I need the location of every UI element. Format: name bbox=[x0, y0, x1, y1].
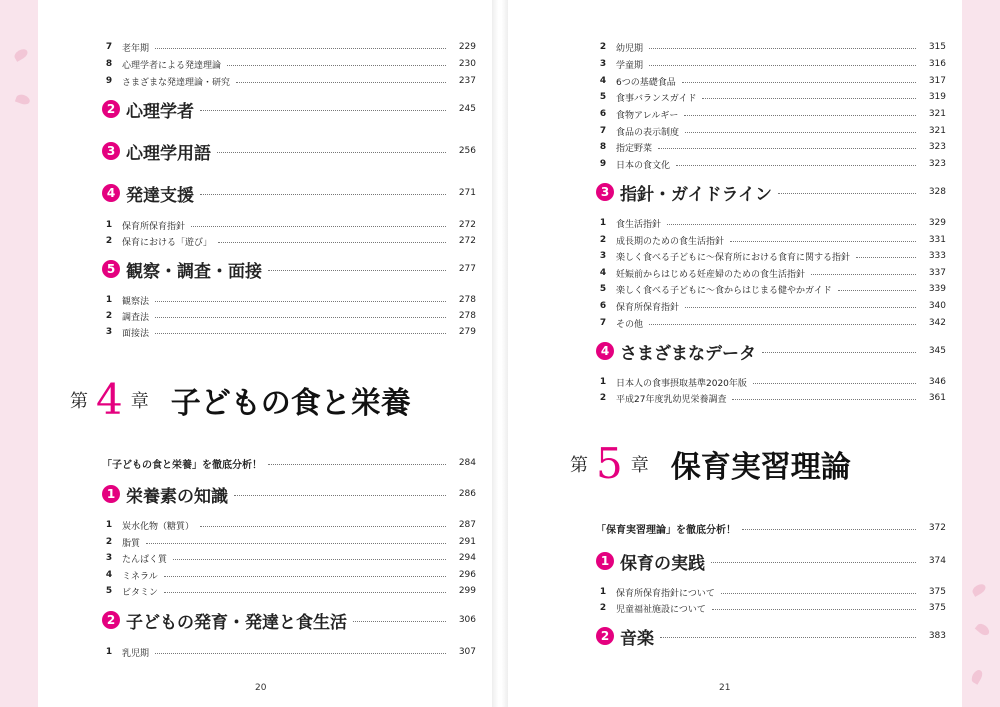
toc-sub-entry bbox=[596, 138, 946, 156]
section-number-badge: 1 bbox=[102, 485, 120, 503]
toc-section-entry bbox=[102, 180, 476, 206]
toc-sub-entry bbox=[596, 105, 946, 123]
entry-page: 291 bbox=[458, 537, 476, 547]
left-page bbox=[38, 0, 492, 707]
section-number-badge: 2 bbox=[102, 100, 120, 118]
entry-title: 成長期のための食生活指針 bbox=[616, 236, 725, 247]
toc-sub-entry bbox=[596, 155, 946, 173]
chapter-title: 保育実習理論 bbox=[670, 450, 851, 485]
entry-page: 278 bbox=[458, 295, 476, 305]
dot-leader bbox=[742, 529, 916, 530]
toc-sub-entry bbox=[596, 599, 946, 617]
entry-title: 6つの基礎食品 bbox=[616, 77, 676, 88]
petal-decoration bbox=[13, 47, 30, 62]
entry-title: 老年期 bbox=[122, 43, 150, 54]
dot-leader bbox=[721, 593, 916, 594]
toc-section-entry bbox=[596, 548, 946, 574]
dot-leader bbox=[753, 383, 916, 384]
entry-title: 乳児期 bbox=[122, 648, 150, 659]
dot-leader bbox=[268, 270, 446, 271]
entry-number: 1 bbox=[105, 295, 113, 305]
section-number-badge: 3 bbox=[596, 183, 614, 201]
toc-sub-entry bbox=[596, 88, 946, 106]
entry-number: 2 bbox=[105, 537, 113, 547]
entry-number: 2 bbox=[599, 235, 607, 245]
entry-title: さまざまな発達理論・研究 bbox=[122, 77, 231, 88]
section-title: 栄養素の知識 bbox=[126, 486, 228, 507]
entry-number: 1 bbox=[105, 647, 113, 657]
dot-leader bbox=[667, 224, 916, 225]
dot-leader bbox=[649, 48, 916, 49]
entry-page: 375 bbox=[928, 587, 946, 597]
entry-page: 342 bbox=[928, 318, 946, 328]
section-title: 指針・ガイドライン bbox=[620, 184, 772, 205]
section-page: 374 bbox=[928, 556, 946, 566]
entry-page: 272 bbox=[458, 236, 476, 246]
dot-leader bbox=[200, 110, 446, 111]
dot-leader bbox=[155, 301, 446, 302]
entry-number: 1 bbox=[599, 587, 607, 597]
entry-number: 2 bbox=[105, 311, 113, 321]
entry-number: 1 bbox=[105, 520, 113, 530]
entry-page: 307 bbox=[458, 647, 476, 657]
dot-leader bbox=[685, 132, 916, 133]
entry-title: 観察法 bbox=[122, 296, 150, 307]
dot-leader bbox=[200, 526, 446, 527]
right-toc-list bbox=[570, 0, 946, 707]
section-title: 心理学用語 bbox=[126, 143, 211, 164]
entry-number: 7 bbox=[599, 126, 607, 136]
dot-leader bbox=[200, 194, 446, 195]
entry-page: 294 bbox=[458, 553, 476, 563]
entry-page: 287 bbox=[458, 520, 476, 530]
entry-page: 323 bbox=[928, 159, 946, 169]
chapter-heading bbox=[70, 375, 411, 424]
dot-leader bbox=[155, 48, 446, 49]
entry-number: 1 bbox=[599, 377, 607, 387]
entry-title: 保育所保育指針 bbox=[122, 221, 186, 232]
entry-number: 4 bbox=[599, 268, 607, 278]
dot-leader bbox=[711, 562, 916, 563]
entry-title: 保育所保育指針 bbox=[616, 302, 680, 313]
section-page: 245 bbox=[458, 104, 476, 114]
entry-number: 2 bbox=[599, 42, 607, 52]
petal-decoration bbox=[970, 668, 985, 685]
entry-number: 1 bbox=[105, 220, 113, 230]
dot-leader bbox=[838, 290, 916, 291]
entry-title: 炭水化物（糖質） bbox=[122, 521, 195, 532]
toc-sub-entry bbox=[102, 232, 476, 250]
entry-title: 平成27年度乳幼児栄養調査 bbox=[616, 394, 727, 405]
entry-page: 321 bbox=[928, 126, 946, 136]
entry-number: 6 bbox=[599, 109, 607, 119]
dot-leader bbox=[227, 65, 446, 66]
section-page: 328 bbox=[928, 187, 946, 197]
section-page: 383 bbox=[928, 631, 946, 641]
dot-leader bbox=[234, 495, 446, 496]
chapter-prefix: 第 bbox=[70, 391, 88, 412]
entry-page: 329 bbox=[928, 218, 946, 228]
entry-page: 337 bbox=[928, 268, 946, 278]
section-number-badge: 1 bbox=[596, 552, 614, 570]
entry-number: 3 bbox=[599, 251, 607, 261]
dot-leader bbox=[684, 115, 916, 116]
entry-page: 316 bbox=[928, 59, 946, 69]
chapter-number: 5 bbox=[596, 439, 623, 488]
entry-title: 日本人の食事摂取基準2020年版 bbox=[616, 378, 747, 389]
section-title: 観察・調査・面接 bbox=[126, 261, 262, 282]
intro-page: 284 bbox=[458, 458, 476, 468]
chapter-intro-entry bbox=[596, 519, 946, 537]
entry-title: 学童期 bbox=[616, 60, 644, 71]
dot-leader bbox=[762, 352, 916, 353]
chapter-number: 4 bbox=[96, 375, 123, 424]
toc-sub-entry bbox=[102, 72, 476, 90]
entry-number: 3 bbox=[105, 327, 113, 337]
entry-number: 4 bbox=[599, 76, 607, 86]
entry-page: 230 bbox=[458, 59, 476, 69]
toc-sub-entry bbox=[102, 582, 476, 600]
toc-sub-entry bbox=[102, 643, 476, 661]
entry-number: 5 bbox=[105, 586, 113, 596]
dot-leader bbox=[236, 82, 446, 83]
entry-page: 321 bbox=[928, 109, 946, 119]
entry-title: その他 bbox=[616, 319, 644, 330]
dot-leader bbox=[217, 152, 446, 153]
toc-section-entry bbox=[102, 138, 476, 164]
chapter-suffix: 章 bbox=[630, 455, 649, 476]
section-number-badge: 3 bbox=[102, 142, 120, 160]
section-page: 256 bbox=[458, 146, 476, 156]
dot-leader bbox=[155, 653, 446, 654]
book-gutter bbox=[492, 0, 508, 707]
section-number-badge: 4 bbox=[596, 342, 614, 360]
toc-sub-entry bbox=[596, 214, 946, 232]
entry-title: 食事バランスガイド bbox=[616, 93, 697, 104]
entry-title: 日本の食文化 bbox=[616, 160, 671, 171]
entry-number: 3 bbox=[599, 59, 607, 69]
toc-section-entry bbox=[102, 481, 476, 507]
toc-sub-entry bbox=[102, 38, 476, 56]
entry-page: 229 bbox=[458, 42, 476, 52]
entry-number: 7 bbox=[105, 42, 113, 52]
section-number-badge: 5 bbox=[102, 260, 120, 278]
entry-number: 8 bbox=[105, 59, 113, 69]
entry-page: 296 bbox=[458, 570, 476, 580]
dot-leader bbox=[164, 592, 446, 593]
entry-page: 375 bbox=[928, 603, 946, 613]
toc-sub-entry bbox=[102, 549, 476, 567]
entry-page: 317 bbox=[928, 76, 946, 86]
entry-page: 331 bbox=[928, 235, 946, 245]
dot-leader bbox=[660, 637, 916, 638]
section-number-badge: 4 bbox=[102, 184, 120, 202]
toc-sub-entry bbox=[596, 280, 946, 298]
toc-sub-entry bbox=[596, 297, 946, 315]
entry-title: 食物アレルギー bbox=[616, 110, 679, 121]
section-title: 心理学者 bbox=[126, 101, 194, 122]
toc-sub-entry bbox=[596, 38, 946, 56]
dot-leader bbox=[712, 609, 916, 610]
entry-title: ミネラル bbox=[122, 571, 158, 582]
dot-leader bbox=[778, 193, 916, 194]
toc-sub-entry bbox=[102, 516, 476, 534]
entry-title: 楽しく食べる子どもに～食からはじまる健やかガイド bbox=[616, 285, 832, 296]
petal-decoration bbox=[971, 582, 988, 597]
entry-title: 保育における「遊び」 bbox=[122, 237, 213, 248]
entry-page: 237 bbox=[458, 76, 476, 86]
entry-number: 5 bbox=[599, 284, 607, 294]
dot-leader bbox=[856, 257, 916, 258]
dot-leader bbox=[155, 333, 446, 334]
entry-number: 2 bbox=[599, 603, 607, 613]
entry-number: 2 bbox=[105, 236, 113, 246]
toc-sub-entry bbox=[102, 55, 476, 73]
entry-page: 346 bbox=[928, 377, 946, 387]
dot-leader bbox=[155, 317, 446, 318]
entry-title: 妊娠前からはじめる妊産婦のための食生活指針 bbox=[616, 269, 806, 280]
entry-page: 279 bbox=[458, 327, 476, 337]
dot-leader bbox=[268, 464, 446, 465]
intro-title: 「子どもの食と栄養」を徹底分析！ bbox=[102, 459, 262, 471]
section-title: 子どもの発育・発達と食生活 bbox=[126, 612, 347, 633]
entry-title: 食品の表示制度 bbox=[616, 127, 680, 138]
entry-title: 児童福祉施設について bbox=[616, 604, 706, 615]
section-title: 発達支援 bbox=[126, 185, 194, 206]
page-number: 20 bbox=[255, 683, 267, 693]
entry-page: 339 bbox=[928, 284, 946, 294]
dot-leader bbox=[218, 242, 446, 243]
entry-number: 7 bbox=[599, 318, 607, 328]
entry-page: 278 bbox=[458, 311, 476, 321]
toc-section-entry bbox=[102, 256, 476, 282]
entry-number: 2 bbox=[599, 393, 607, 403]
dot-leader bbox=[685, 307, 916, 308]
petal-decoration bbox=[975, 622, 992, 638]
entry-page: 299 bbox=[458, 586, 476, 596]
section-title: 音楽 bbox=[620, 628, 654, 649]
dot-leader bbox=[191, 226, 446, 227]
entry-page: 361 bbox=[928, 393, 946, 403]
section-page: 271 bbox=[458, 188, 476, 198]
toc-sub-entry bbox=[596, 55, 946, 73]
section-page: 345 bbox=[928, 346, 946, 356]
chapter-suffix: 章 bbox=[130, 391, 149, 412]
toc-section-entry bbox=[596, 338, 946, 364]
entry-title: 指定野菜 bbox=[616, 143, 653, 154]
dot-leader bbox=[682, 82, 916, 83]
dot-leader bbox=[649, 65, 916, 66]
entry-page: 333 bbox=[928, 251, 946, 261]
entry-title: たんぱく質 bbox=[122, 554, 168, 565]
entry-title: ビタミン bbox=[122, 587, 159, 598]
toc-section-entry bbox=[102, 607, 476, 633]
entry-number: 9 bbox=[599, 159, 607, 169]
intro-page: 372 bbox=[928, 523, 946, 533]
dot-leader bbox=[164, 576, 446, 577]
right-page bbox=[508, 0, 962, 707]
dot-leader bbox=[658, 148, 916, 149]
dot-leader bbox=[649, 324, 916, 325]
section-page: 277 bbox=[458, 264, 476, 274]
toc-sub-entry bbox=[596, 389, 946, 407]
toc-section-entry bbox=[596, 179, 946, 205]
entry-title: 楽しく食べる子どもに～保育所における食育に関する指針 bbox=[616, 252, 851, 263]
toc-section-entry bbox=[102, 96, 476, 122]
dot-leader bbox=[702, 98, 916, 99]
dot-leader bbox=[732, 399, 916, 400]
entry-title: 面接法 bbox=[122, 328, 150, 339]
entry-title: 幼児期 bbox=[616, 43, 644, 54]
dot-leader bbox=[811, 274, 916, 275]
chapter-intro-entry bbox=[102, 454, 476, 472]
entry-title: 脂質 bbox=[122, 538, 141, 549]
intro-title: 「保育実習理論」を徹底分析！ bbox=[596, 524, 736, 536]
entry-page: 272 bbox=[458, 220, 476, 230]
entry-number: 9 bbox=[105, 76, 113, 86]
entry-title: 心理学者による発達理論 bbox=[122, 60, 222, 71]
section-title: 保育の実践 bbox=[620, 553, 705, 574]
dot-leader bbox=[676, 165, 916, 166]
entry-page: 340 bbox=[928, 301, 946, 311]
entry-number: 5 bbox=[599, 92, 607, 102]
section-number-badge: 2 bbox=[102, 611, 120, 629]
entry-number: 1 bbox=[599, 218, 607, 228]
dot-leader bbox=[730, 241, 916, 242]
toc-sub-entry bbox=[596, 314, 946, 332]
entry-page: 315 bbox=[928, 42, 946, 52]
entry-title: 調査法 bbox=[122, 312, 150, 323]
chapter-title: 子どもの食と栄養 bbox=[170, 386, 411, 421]
dot-leader bbox=[173, 559, 446, 560]
chapter-prefix: 第 bbox=[570, 455, 588, 476]
section-number-badge: 2 bbox=[596, 627, 614, 645]
entry-title: 保育所保育指針について bbox=[616, 588, 715, 599]
entry-number: 4 bbox=[105, 570, 113, 580]
dot-leader bbox=[146, 543, 446, 544]
section-title: さまざまなデータ bbox=[620, 343, 756, 364]
entry-number: 3 bbox=[105, 553, 113, 563]
page-number: 21 bbox=[719, 683, 731, 693]
entry-page: 323 bbox=[928, 142, 946, 152]
entry-title: 食生活指針 bbox=[616, 219, 662, 230]
entry-page: 319 bbox=[928, 92, 946, 102]
petal-decoration bbox=[15, 93, 31, 106]
section-page: 286 bbox=[458, 489, 476, 499]
entry-number: 6 bbox=[599, 301, 607, 311]
toc-sub-entry bbox=[102, 323, 476, 341]
section-page: 306 bbox=[458, 615, 476, 625]
dot-leader bbox=[353, 621, 446, 622]
chapter-heading bbox=[570, 439, 851, 488]
toc-sub-entry bbox=[596, 247, 946, 265]
toc-section-entry bbox=[596, 623, 946, 649]
entry-number: 8 bbox=[599, 142, 607, 152]
left-toc-list bbox=[70, 0, 476, 707]
